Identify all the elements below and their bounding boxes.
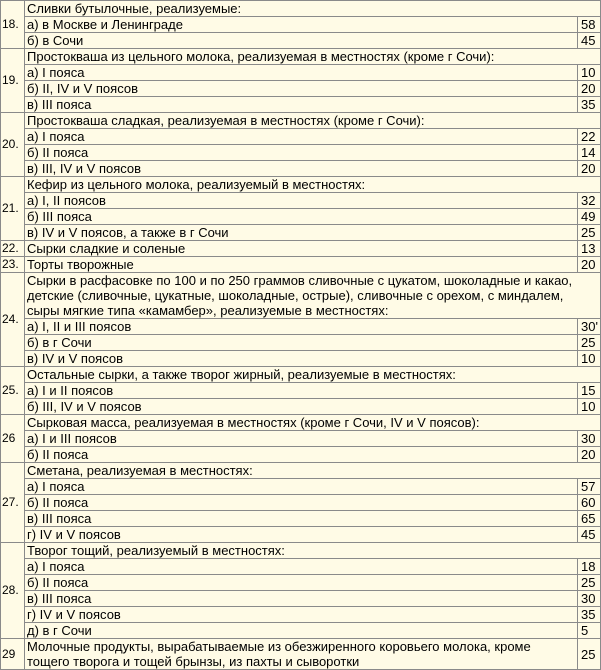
row-value: 49 [578, 209, 601, 225]
row-label: б) III, IV и V поясов [25, 399, 578, 415]
item-number: 23. [1, 257, 25, 273]
row-label: б) II пояса [25, 575, 578, 591]
table-row [1, 447, 601, 463]
row-value: 58 [578, 17, 601, 33]
heading-line: тощего творога и тощей брынзы, из пахты и сыворотки [27, 654, 360, 669]
row-label: б) II пояса [25, 447, 578, 463]
item-heading: Творог тощий, реализуемый в местностях: [25, 543, 601, 559]
row-value: 30 [578, 591, 601, 607]
table-row [1, 607, 601, 623]
row-label: а) I и II поясов [25, 383, 578, 399]
row-label: а) I пояса [25, 129, 578, 145]
item-heading: Торты творожные [25, 257, 578, 273]
table-row [1, 17, 601, 33]
table-row [1, 367, 601, 383]
table-row [1, 511, 601, 527]
item-heading: Остальные сырки, а также творог жирный, реализуемые в местностях: [25, 367, 601, 383]
row-value: 35 [578, 97, 601, 113]
heading-line: детские (сливочные, цукатные, шоколадные, острые), сливочные с орехом, с миндалем, [27, 288, 564, 303]
row-label: а) I пояса [25, 65, 578, 81]
table-row [1, 335, 601, 351]
row-label: а) I пояса [25, 559, 578, 575]
row-label: а) в Москве и Ленинграде [25, 17, 578, 33]
row-value: 20 [578, 81, 601, 97]
table-row [1, 639, 601, 670]
row-value: 25 [578, 225, 601, 241]
item-heading: Простокваша сладкая, реализуемая в местностях (кроме г Сочи): [25, 113, 601, 129]
row-value: 14 [578, 145, 601, 161]
row-label: в) III, IV и V поясов [25, 161, 578, 177]
heading-line: Молочные продукты, вырабатываемые из обезжиренного коровьего молока, кроме [27, 639, 531, 654]
row-label: в) III пояса [25, 97, 578, 113]
item-number: 20. [1, 113, 25, 177]
table-row [1, 495, 601, 511]
item-number: 27. [1, 463, 25, 543]
item-number: 22. [1, 241, 25, 257]
row-label: в) IV и V поясов, а также в г Сочи [25, 225, 578, 241]
item-heading: Сырки сладкие и соленые [25, 241, 578, 257]
row-label: б) II пояса [25, 145, 578, 161]
table-row [1, 177, 601, 193]
table-row [1, 351, 601, 367]
table-row [1, 241, 601, 257]
table-row [1, 161, 601, 177]
row-label: а) I и III поясов [25, 431, 578, 447]
table-row [1, 225, 601, 241]
row-value: 20 [578, 161, 601, 177]
table-row [1, 49, 601, 65]
table-row [1, 431, 601, 447]
table-row [1, 129, 601, 145]
table-row [1, 145, 601, 161]
table-row [1, 479, 601, 495]
row-value: 57 [578, 479, 601, 495]
table-row [1, 33, 601, 49]
row-value: 45 [578, 527, 601, 543]
row-label: д) в г Сочи [25, 623, 578, 639]
row-label: а) I, II и III поясов [25, 319, 578, 335]
row-value: 18 [578, 559, 601, 575]
row-label: б) в Сочи [25, 33, 578, 49]
row-value: 25 [578, 639, 601, 670]
table-row [1, 1, 601, 17]
row-value: 25 [578, 575, 601, 591]
row-label: в) III пояса [25, 511, 578, 527]
row-label: а) I пояса [25, 479, 578, 495]
row-label: г) IV и V поясов [25, 607, 578, 623]
row-label: б) II пояса [25, 495, 578, 511]
row-value: 20 [578, 447, 601, 463]
row-value: 32 [578, 193, 601, 209]
item-heading: Сливки бутылочные, реализуемые: [25, 1, 601, 17]
item-heading [25, 639, 578, 670]
row-value: 15 [578, 383, 601, 399]
row-value: 13 [578, 241, 601, 257]
row-label: б) III пояса [25, 209, 578, 225]
table-row [1, 81, 601, 97]
table-row [1, 591, 601, 607]
row-value: 25 [578, 335, 601, 351]
item-number: 18. [1, 1, 25, 49]
table-row [1, 383, 601, 399]
item-heading: Кефир из цельного молока, реализуемый в местностях: [25, 177, 601, 193]
table-row [1, 399, 601, 415]
row-label: в) III пояса [25, 591, 578, 607]
item-number: 24. [1, 273, 25, 367]
row-label: б) II, IV и V поясов [25, 81, 578, 97]
table-row [1, 209, 601, 225]
item-number: 29 [1, 639, 25, 670]
row-value: 10 [578, 399, 601, 415]
item-heading: Простокваша из цельного молока, реализуемая в местностях (кроме г Сочи): [25, 49, 601, 65]
row-value: 10 [578, 65, 601, 81]
table-row [1, 463, 601, 479]
item-heading: Сметана, реализуемая в местностях: [25, 463, 601, 479]
table-row [1, 193, 601, 209]
table-row [1, 527, 601, 543]
row-value: 65 [578, 511, 601, 527]
item-heading [25, 273, 601, 319]
table-row [1, 113, 601, 129]
row-value: 60 [578, 495, 601, 511]
heading-line: Сырки в расфасовке по 100 и по 250 граммов сливочные с цукатом, шоколадные и какао, [27, 273, 573, 288]
row-value: 10 [578, 351, 601, 367]
item-number: 28. [1, 543, 25, 639]
row-label: а) I, II поясов [25, 193, 578, 209]
row-value: 35 [578, 607, 601, 623]
table-row [1, 273, 601, 319]
row-value: 20 [578, 257, 601, 273]
table-row [1, 415, 601, 431]
table-row [1, 623, 601, 639]
row-value: 30' [578, 319, 601, 335]
table-row [1, 559, 601, 575]
item-number: 26 [1, 415, 25, 463]
heading-line: сыры мягкие типа «камамбер», реализуемые в местностях: [27, 303, 389, 318]
row-label: б) в г Сочи [25, 335, 578, 351]
table-row [1, 257, 601, 273]
table-row [1, 543, 601, 559]
row-value: 5 [578, 623, 601, 639]
table-row [1, 319, 601, 335]
table-row [1, 65, 601, 81]
row-value: 22 [578, 129, 601, 145]
item-number: 25. [1, 367, 25, 415]
row-label: г) IV и V поясов [25, 527, 578, 543]
row-value: 45 [578, 33, 601, 49]
item-heading: Сырковая масса, реализуемая в местностях (кроме г Сочи, IV и V поясов): [25, 415, 601, 431]
table-row [1, 575, 601, 591]
item-number: 19. [1, 49, 25, 113]
item-number: 21. [1, 177, 25, 241]
row-value: 30 [578, 431, 601, 447]
table-row [1, 97, 601, 113]
row-label: в) IV и V поясов [25, 351, 578, 367]
